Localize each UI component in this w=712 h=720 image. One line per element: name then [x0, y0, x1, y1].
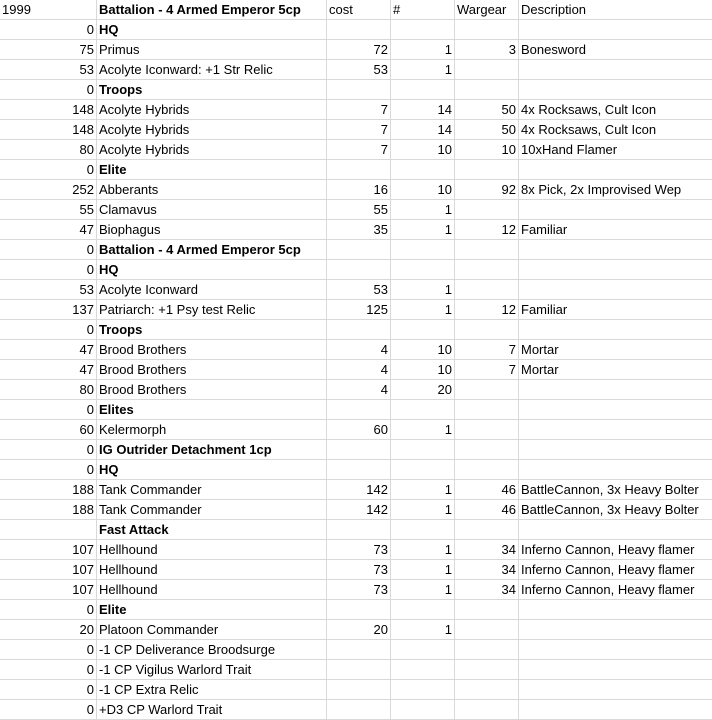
- cell-c6[interactable]: [519, 160, 712, 179]
- cell-c2[interactable]: IG Outrider Detachment 1cp: [97, 440, 327, 459]
- cell-c2[interactable]: Battalion - 4 Armed Emperor 5cp: [97, 240, 327, 259]
- cell-c5[interactable]: [455, 460, 519, 479]
- data-rows: [0, 20, 712, 720]
- cell-c3[interactable]: [327, 320, 391, 339]
- cell-c3[interactable]: 72: [327, 40, 391, 59]
- cell-c5[interactable]: [455, 260, 519, 279]
- cell-c2[interactable]: Primus: [97, 40, 327, 59]
- table-row: [0, 600, 712, 620]
- table-row: [0, 240, 712, 260]
- cell-c5[interactable]: [455, 60, 519, 79]
- cell-c2[interactable]: Platoon Commander: [97, 620, 327, 639]
- cell-c5[interactable]: 7: [455, 340, 519, 359]
- cell-c3[interactable]: 125: [327, 300, 391, 319]
- cell-c4[interactable]: 14: [391, 100, 455, 119]
- cell-c5[interactable]: 3: [455, 40, 519, 59]
- cell-c6[interactable]: [519, 320, 712, 339]
- cell-c2[interactable]: -1 CP Extra Relic: [97, 680, 327, 699]
- cell-c4[interactable]: [391, 400, 455, 419]
- cell-c6[interactable]: Mortar: [521, 362, 559, 377]
- cell-c1[interactable]: 47: [0, 360, 97, 379]
- table-row: [0, 700, 712, 720]
- cell-c5[interactable]: 7: [455, 360, 519, 379]
- cell-c4[interactable]: [391, 600, 455, 619]
- cell-c4[interactable]: 1: [391, 420, 455, 439]
- header-cell-unit[interactable]: Battalion - 4 Armed Emperor 5cp: [97, 0, 327, 19]
- cell-c4[interactable]: [391, 260, 455, 279]
- cell-c4[interactable]: 10: [391, 340, 455, 359]
- cell-c3[interactable]: 53: [327, 60, 391, 79]
- cell-c3[interactable]: 7: [327, 120, 391, 139]
- cell-c3[interactable]: 142: [327, 480, 391, 499]
- cell-c5[interactable]: 50: [455, 120, 519, 139]
- table-row: [0, 160, 712, 180]
- cell-c6[interactable]: 8x Pick, 2x Improvised Wep: [521, 182, 682, 197]
- cell-c1[interactable]: 47: [0, 340, 97, 359]
- table-row: [0, 180, 712, 200]
- cell-c1[interactable]: 107: [0, 560, 97, 579]
- cell-c1[interactable]: 53: [0, 60, 97, 79]
- cell-c1[interactable]: 47: [0, 220, 97, 239]
- cell-c6[interactable]: [519, 400, 712, 419]
- table-row: [0, 580, 712, 600]
- cell-c3[interactable]: 142: [327, 500, 391, 519]
- header-cell-cost[interactable]: cost: [327, 0, 391, 19]
- cell-c1[interactable]: 137: [0, 300, 97, 319]
- cell-c6[interactable]: [519, 680, 712, 699]
- cell-c2[interactable]: Acolyte Hybrids: [97, 100, 327, 119]
- cell-c4[interactable]: 1: [391, 300, 455, 319]
- cell-c6[interactable]: Inferno Cannon, Heavy flamer: [521, 562, 695, 577]
- cell-c3[interactable]: 55: [327, 200, 391, 219]
- cell-c5[interactable]: 34: [455, 580, 519, 599]
- table-row: [0, 540, 712, 560]
- cell-c4[interactable]: [391, 320, 455, 339]
- cell-c4[interactable]: 1: [391, 200, 455, 219]
- table-row: [0, 640, 712, 660]
- cell-c6[interactable]: 10xHand Flamer: [521, 142, 618, 157]
- cell-c5[interactable]: [455, 600, 519, 619]
- cell-c5[interactable]: 50: [455, 100, 519, 119]
- cell-c1[interactable]: 0: [0, 320, 97, 339]
- cell-c3[interactable]: [327, 440, 391, 459]
- cell-c2[interactable]: Elite: [97, 160, 327, 179]
- cell-c4[interactable]: 10: [391, 140, 455, 159]
- cell-c5[interactable]: 46: [455, 500, 519, 519]
- cell-c3[interactable]: [327, 600, 391, 619]
- cell-c6[interactable]: [519, 60, 712, 79]
- cell-c2[interactable]: Acolyte Iconward: [97, 280, 327, 299]
- cell-c6[interactable]: Familiar: [521, 302, 568, 317]
- cell-c1[interactable]: 80: [0, 140, 97, 159]
- cell-c5[interactable]: 12: [455, 220, 519, 239]
- table-row: [0, 660, 712, 680]
- cell-c2[interactable]: Kelermorph: [97, 420, 327, 439]
- cell-c2[interactable]: Brood Brothers: [97, 380, 327, 399]
- table-row: [0, 120, 712, 140]
- cell-c6[interactable]: [519, 260, 712, 279]
- cell-c5[interactable]: [455, 440, 519, 459]
- table-row: [0, 260, 712, 280]
- cell-c2[interactable]: Elites: [97, 400, 327, 419]
- cell-c6[interactable]: Inferno Cannon, Heavy flamer: [521, 582, 695, 597]
- table-row: [0, 380, 712, 400]
- cell-c1[interactable]: 107: [0, 580, 97, 599]
- cell-c1[interactable]: 60: [0, 420, 97, 439]
- cell-c1[interactable]: 0: [0, 400, 97, 419]
- cell-c5[interactable]: [455, 420, 519, 439]
- table-row: [0, 300, 712, 320]
- cell-c6[interactable]: [519, 80, 712, 99]
- cell-c2[interactable]: Biophagus: [97, 220, 327, 239]
- cell-c4[interactable]: 1: [391, 220, 455, 239]
- cell-c3[interactable]: 16: [327, 180, 391, 199]
- cell-c5[interactable]: 34: [455, 560, 519, 579]
- cell-c6[interactable]: Mortar: [521, 342, 559, 357]
- cell-c3[interactable]: [327, 400, 391, 419]
- cell-c3[interactable]: [327, 240, 391, 259]
- cell-c1[interactable]: 0: [0, 240, 97, 259]
- cell-c6[interactable]: [519, 200, 712, 219]
- cell-c3[interactable]: 35: [327, 220, 391, 239]
- cell-c4[interactable]: [391, 680, 455, 699]
- cell-c4[interactable]: [391, 700, 455, 719]
- cell-c2[interactable]: Hellhound: [97, 560, 327, 579]
- cell-c4[interactable]: 1: [391, 280, 455, 299]
- table-row: [0, 320, 712, 340]
- cell-c5[interactable]: [455, 240, 519, 259]
- cell-c2[interactable]: Patriarch: +1 Psy test Relic: [97, 300, 327, 319]
- table-row: [0, 100, 712, 120]
- cell-c5[interactable]: [455, 700, 519, 719]
- cell-c2[interactable]: Acolyte Iconward: +1 Str Relic: [97, 60, 327, 79]
- cell-c3[interactable]: [327, 460, 391, 479]
- cell-c2[interactable]: -1 CP Deliverance Broodsurge: [97, 640, 327, 659]
- cell-c6[interactable]: Inferno Cannon, Heavy flamer: [521, 542, 695, 557]
- cell-c6[interactable]: [519, 20, 712, 39]
- table-row: [0, 340, 712, 360]
- cell-c5[interactable]: [455, 80, 519, 99]
- cell-c6[interactable]: Familiar: [521, 222, 568, 237]
- header-cell-description[interactable]: Description: [521, 2, 587, 17]
- cell-c1[interactable]: [0, 520, 97, 539]
- cell-c4[interactable]: [391, 160, 455, 179]
- cell-c4[interactable]: 1: [391, 60, 455, 79]
- cell-c3[interactable]: 73: [327, 540, 391, 559]
- cell-c3[interactable]: [327, 260, 391, 279]
- cell-c1[interactable]: 0: [0, 660, 97, 679]
- table-row: [0, 220, 712, 240]
- header-cell-total[interactable]: 1999: [0, 0, 97, 19]
- cell-c4[interactable]: 1: [391, 560, 455, 579]
- cell-c4[interactable]: [391, 240, 455, 259]
- cell-c6[interactable]: [519, 420, 712, 439]
- cell-c5[interactable]: [455, 20, 519, 39]
- cell-c4[interactable]: [391, 440, 455, 459]
- cell-c3[interactable]: [327, 660, 391, 679]
- cell-c3[interactable]: 53: [327, 280, 391, 299]
- cell-c1[interactable]: 0: [0, 80, 97, 99]
- cell-c3[interactable]: 4: [327, 380, 391, 399]
- header-cell-wargear[interactable]: Wargear: [455, 0, 519, 19]
- cell-c4[interactable]: [391, 80, 455, 99]
- cell-c2[interactable]: Brood Brothers: [97, 340, 327, 359]
- cell-c5[interactable]: [455, 640, 519, 659]
- table-row: [0, 80, 712, 100]
- cell-c5[interactable]: [455, 680, 519, 699]
- cell-c5[interactable]: [455, 200, 519, 219]
- table-row: [0, 360, 712, 380]
- cell-c6[interactable]: [519, 700, 712, 719]
- cell-c1[interactable]: 0: [0, 700, 97, 719]
- cell-c1[interactable]: 0: [0, 460, 97, 479]
- cell-c4[interactable]: [391, 640, 455, 659]
- table-row: [0, 560, 712, 580]
- cell-c5[interactable]: [455, 620, 519, 639]
- cell-c5[interactable]: 34: [455, 540, 519, 559]
- cell-c4[interactable]: 1: [391, 540, 455, 559]
- cell-c5[interactable]: [455, 520, 519, 539]
- cell-c5[interactable]: [455, 160, 519, 179]
- cell-c2[interactable]: Acolyte Hybrids: [97, 140, 327, 159]
- cell-c3[interactable]: 20: [327, 620, 391, 639]
- cell-c4[interactable]: [391, 520, 455, 539]
- cell-c2[interactable]: -1 CP Vigilus Warlord Trait: [97, 660, 327, 679]
- cell-c2[interactable]: Brood Brothers: [97, 360, 327, 379]
- cell-c1[interactable]: 53: [0, 280, 97, 299]
- cell-c5[interactable]: 46: [455, 480, 519, 499]
- cell-c6[interactable]: [519, 440, 712, 459]
- cell-c5[interactable]: 10: [455, 140, 519, 159]
- cell-c3[interactable]: [327, 640, 391, 659]
- cell-c6[interactable]: 4x Rocksaws, Cult Icon: [521, 122, 657, 137]
- cell-c3[interactable]: 7: [327, 100, 391, 119]
- cell-c3[interactable]: [327, 80, 391, 99]
- cell-c3[interactable]: 60: [327, 420, 391, 439]
- cell-c3[interactable]: [327, 700, 391, 719]
- table-row: [0, 420, 712, 440]
- cell-c3[interactable]: [327, 160, 391, 179]
- table-row: [0, 460, 712, 480]
- cell-c1[interactable]: 0: [0, 260, 97, 279]
- cell-c2[interactable]: Tank Commander: [97, 480, 327, 499]
- cell-c2[interactable]: Hellhound: [97, 540, 327, 559]
- cell-c1[interactable]: 0: [0, 440, 97, 459]
- cell-c4[interactable]: 10: [391, 360, 455, 379]
- cell-c1[interactable]: 20: [0, 620, 97, 639]
- cell-c3[interactable]: 4: [327, 360, 391, 379]
- cell-c3[interactable]: 7: [327, 140, 391, 159]
- cell-c6[interactable]: [519, 520, 712, 539]
- cell-c3[interactable]: [327, 20, 391, 39]
- table-row: [0, 140, 712, 160]
- table-row: [0, 680, 712, 700]
- cell-c1[interactable]: 80: [0, 380, 97, 399]
- cell-c2[interactable]: Acolyte Hybrids: [97, 120, 327, 139]
- table-row: [0, 60, 712, 80]
- cell-c6[interactable]: [519, 240, 712, 259]
- table-row: [0, 20, 712, 40]
- cell-c6[interactable]: [519, 600, 712, 619]
- cell-c5[interactable]: [455, 400, 519, 419]
- cell-c2[interactable]: +D3 CP Warlord Trait: [97, 700, 327, 719]
- cell-c6[interactable]: [519, 460, 712, 479]
- cell-c2[interactable]: Tank Commander: [97, 500, 327, 519]
- cell-c5[interactable]: [455, 280, 519, 299]
- cell-c6[interactable]: [519, 660, 712, 679]
- cell-c2[interactable]: HQ: [97, 460, 327, 479]
- cell-c2[interactable]: HQ: [97, 260, 327, 279]
- table-row: [0, 280, 712, 300]
- cell-c1[interactable]: 107: [0, 540, 97, 559]
- cell-c3[interactable]: 73: [327, 560, 391, 579]
- cell-c4[interactable]: 1: [391, 500, 455, 519]
- cell-c5[interactable]: [455, 380, 519, 399]
- cell-c4[interactable]: 1: [391, 620, 455, 639]
- cell-c6[interactable]: [519, 640, 712, 659]
- cell-c1[interactable]: 148: [0, 120, 97, 139]
- cell-c1[interactable]: 0: [0, 20, 97, 39]
- cell-c1[interactable]: 188: [0, 480, 97, 499]
- cell-c1[interactable]: 0: [0, 680, 97, 699]
- cell-c3[interactable]: [327, 520, 391, 539]
- cell-c3[interactable]: 4: [327, 340, 391, 359]
- table-row: [0, 400, 712, 420]
- cell-c1[interactable]: 252: [0, 180, 97, 199]
- cell-c6[interactable]: BattleCannon, 3x Heavy Bolter: [521, 482, 699, 497]
- cell-c4[interactable]: 1: [391, 40, 455, 59]
- cell-c5[interactable]: 92: [455, 180, 519, 199]
- cell-c4[interactable]: 14: [391, 120, 455, 139]
- cell-c2[interactable]: Fast Attack: [97, 520, 327, 539]
- table-row: [0, 440, 712, 460]
- cell-c2[interactable]: Abberants: [97, 180, 327, 199]
- cell-c1[interactable]: 55: [0, 200, 97, 219]
- cell-c1[interactable]: 0: [0, 160, 97, 179]
- cell-c2[interactable]: Troops: [97, 320, 327, 339]
- table-row: [0, 40, 712, 60]
- cell-c5[interactable]: [455, 660, 519, 679]
- table-row: [0, 520, 712, 540]
- cell-c4[interactable]: 1: [391, 580, 455, 599]
- table-row: [0, 500, 712, 520]
- cell-c3[interactable]: 73: [327, 580, 391, 599]
- cell-c6[interactable]: [519, 620, 712, 639]
- cell-c6[interactable]: [519, 380, 712, 399]
- cell-c6[interactable]: Bonesword: [521, 42, 587, 57]
- header-cell-count[interactable]: #: [391, 0, 455, 19]
- cell-c6[interactable]: [519, 280, 712, 299]
- cell-c1[interactable]: 188: [0, 500, 97, 519]
- cell-c2[interactable]: Clamavus: [97, 200, 327, 219]
- cell-c1[interactable]: 0: [0, 600, 97, 619]
- table-row: [0, 200, 712, 220]
- table-row: [0, 480, 712, 500]
- cell-c2[interactable]: Elite: [97, 600, 327, 619]
- cell-c2[interactable]: HQ: [97, 20, 327, 39]
- cell-c6[interactable]: 4x Rocksaws, Cult Icon: [521, 102, 657, 117]
- cell-c4[interactable]: 1: [391, 480, 455, 499]
- cell-c2[interactable]: Troops: [97, 80, 327, 99]
- cell-c6[interactable]: BattleCannon, 3x Heavy Bolter: [521, 502, 699, 517]
- cell-c5[interactable]: 12: [455, 300, 519, 319]
- cell-c4[interactable]: [391, 20, 455, 39]
- cell-c4[interactable]: [391, 660, 455, 679]
- header-row: [0, 0, 712, 20]
- cell-c4[interactable]: 10: [391, 180, 455, 199]
- table-row: [0, 620, 712, 640]
- cell-c1[interactable]: 75: [0, 40, 97, 59]
- cell-c2[interactable]: Hellhound: [97, 580, 327, 599]
- cell-c4[interactable]: 20: [391, 380, 455, 399]
- cell-c5[interactable]: [455, 320, 519, 339]
- cell-c1[interactable]: 148: [0, 100, 97, 119]
- cell-c3[interactable]: [327, 680, 391, 699]
- cell-c1[interactable]: 0: [0, 640, 97, 659]
- cell-c4[interactable]: [391, 460, 455, 479]
